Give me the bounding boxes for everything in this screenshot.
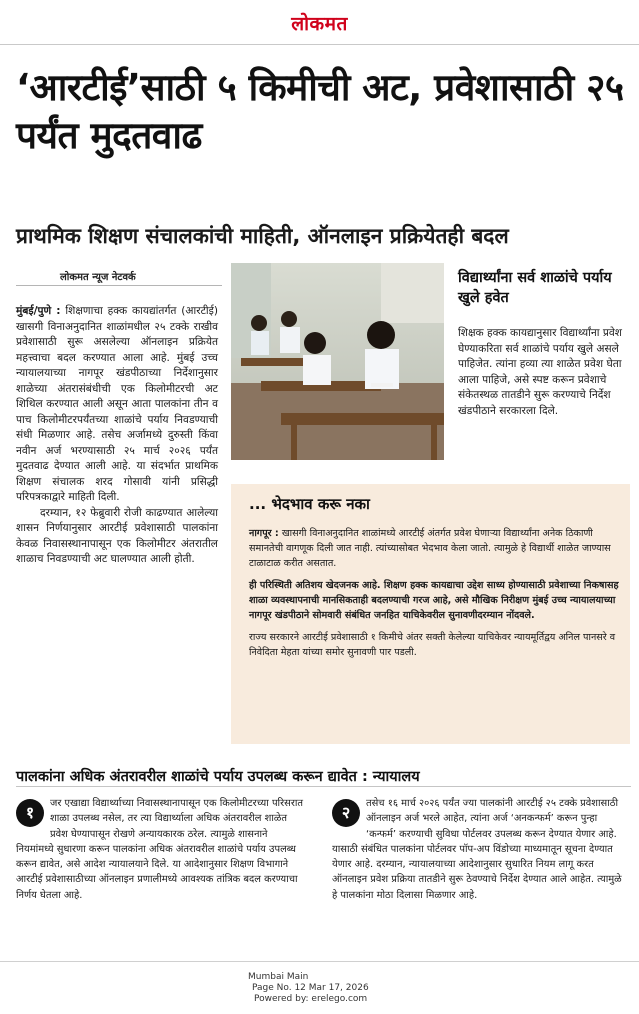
bottom-column-1-text: जर एखाद्या विद्यार्थ्याच्या निवासस्थानापासून एक किलोमीटरच्या परिसरात शाळा उपलब्ध नसेल, तर त्या विद्यार्थ्याला अधिक अंतरावरील शाळेत प्रवेश घेण्यापासून रोखणे अन्यायकारक ठरेल. त्यामुळे शासनाने नियमांमध्ये सुधारणा करून पालकांना अधिक अंतरावरील शाळांचे पर्याय उपलब्ध करून द्यावेत, असे आदेश न्यायालयाने दिले. या आदेशानुसार शिक्षण विभागाने आरटीई प्रवेशासाठीच्या ऑनलाइन प्रणालीमध्ये आवश्यक तांत्रिक बदल करण्याचा निर्णय घेतला आहे. (16, 798, 304, 901)
number-badge-2: २ (332, 799, 360, 827)
byline: लोकमत न्यूज नेटवर्क (60, 272, 136, 283)
bottom-column-2-text: तसेच १६ मार्च २०२६ पर्यंत ज्या पालकांनी आरटीई २५ टक्के प्रवेशासाठी ऑनलाइन अर्ज भरले आहेत, त्यांना अर्ज ‘अनकन्फर्म’ करून पुन्हा ‘कन्फर्म’ करण्याची सुविधा पोर्टलवर उपलब्ध करून देण्यात येणार आहे. यासाठी संबंधित पालकांना पोर्टलवर पॉप-अप विंडोच्या माध्यमातून सूचना देण्यात येणार आहे. दरम्यान, न्यायालयाच्या आदेशानुसार सुधारित नियम लागू करत ऑनलाइन प्रवेश प्रक्रिया तातडीने सुरू ठेवण्याचे निर्देश देण्यात आले आहेत. त्यामुळे हे पालकांना मोठा दिलासा मिळणार आहे. (332, 798, 622, 901)
footer-edition: Mumbai Main (248, 972, 309, 982)
classroom-photo-illustration (231, 263, 444, 460)
panel-paragraph-1 (249, 526, 621, 571)
panel-paragraph-2: ही परिस्थिती अतिशय खेदजनक आहे. शिक्षण हक्क कायद्याचा उद्देश साध्य होण्यासाठी प्रवेशाच्या निकषासह शाळा व्यवस्थापनाची मानसिकताही बदलण्याची गरज आहे, असे मौखिक निरीक्षण मुंबई उच्च न्यायालयाच्या नागपूर खंडपीठाने सोमवारी संबंधित जनहित याचिकेवरील सुनावणीदरम्यान नोंदवले. (249, 580, 619, 621)
panel-paragraph-3: राज्य सरकारने आरटीई प्रवेशासाठी १ किमीचे अंतर सक्ती केलेल्या याचिकेवर न्यायमूर्तिद्वय अनिल पानसरे व निवेदिता मेहता यांच्या समोर सुनावणी पार पडली. (249, 632, 616, 658)
bottom-column-1 (16, 796, 306, 903)
bottom-column-2 (332, 796, 622, 903)
page-footer (248, 972, 408, 1005)
article-subhead: प्राथमिक शिक्षण संचालकांची माहिती, ऑनलाइन प्रक्रियेतही बदल (16, 224, 509, 248)
article-headline: ‘आरटीई’साठी ५ किमीची अट, प्रवेशासाठी २५ पर्यंत मुदतवाढ (16, 66, 624, 157)
classroom-photo (231, 263, 444, 460)
panel-paragraph-1-text: खासगी विनाअनुदानित शाळांमध्ये आरटीई अंतर्गत प्रवेश घेणाऱ्या विद्यार्थ्यांना अनेक ठिकाणी समानतेची वागणूक दिली जात नाही. त्यांच्यासोबत भेदभाव केला जातो. त्यामुळे हे विद्यार्थी शाळेत जाण्यास टाळाटाळ करीत असतात. (249, 528, 611, 569)
panel-title: ... भेदभाव करू नका (249, 495, 370, 513)
bottom-section-divider (16, 786, 631, 787)
article-paragraph-1-text: शिक्षणाचा हक्क कायद्यांतर्गत (आरटीई) खासगी विनाअनुदानित शाळांमधील २५ टक्के राखीव प्रवेशासाठी सुरू असलेल्या ऑनलाइन प्रक्रियेत महत्त्वाचा बदल करण्यात आला आहे. मुंबई उच्च न्यायालयाच्या नागपूर खंडपीठाच्या निर्देशानुसार शाळेच्या अंतरासंबंधीची एक किलोमीटरची अट शिथिल करण्यात आली असून आता पालकांना तीन व पाच किलोमीटरपर्यंतच्या शाळांचे पर्याय निवडण्याची संधी मिळणार आहे. तसेच अर्जामध्ये दुरुस्ती किंवा नवीन अर्ज भरण्यासाठी २५ मार्च २०२६ पर्यंत मुदतवाढ देण्यात आली आहे. या संदर्भात प्राथमिक शिक्षण संचालक शरद गोसावी यांनी प्रसिद्धी परिपत्रकाद्वारे माहिती दिली. (16, 305, 219, 503)
sidebar-text: शिक्षक हक्क कायद्यानुसार विद्यार्थ्यांना प्रवेश घेण्याकरिता सर्व शाळांचे पर्याय खुले असले पाहिजेत. त्यांना हव्या त्या शाळेत प्रवेश घेता आला पाहिजे, असे स्पष्ट करून प्रवेशाचे संकेतस्थळ तातडीने सुरू करण्याचे निर्देश खंडपीठाने सरकारला दिले. (458, 327, 623, 417)
bottom-column-1-paragraph (16, 796, 306, 903)
masthead (0, 0, 639, 45)
panel-body (249, 526, 621, 667)
number-badge-1: १ (16, 799, 44, 827)
byline-divider (16, 285, 222, 286)
panel-dateline: नागपूर : (249, 528, 279, 539)
main-article-body (16, 304, 218, 568)
article-paragraph-2: दरम्यान, १२ फेब्रुवारी रोजी काढण्यात आलेल्या शासन निर्णयानुसार आरटीई प्रवेशासाठी पालकांना केवळ निवासस्थानापासून एक किलोमीटर अंतरातील शाळाच निवडण्याची अट घालण्यात आली होती. (16, 506, 218, 565)
dateline: मुंबई/पुणे : (16, 305, 61, 317)
sidebar-title: विद्यार्थ्यांना सर्व शाळांचे पर्याय खुले हवेत (458, 270, 612, 306)
footer-page-info: Page No. 12 Mar 17, 2026 (252, 983, 369, 993)
footer-divider (0, 961, 639, 962)
newspaper-logo[interactable]: लोकमत (291, 13, 348, 35)
article-paragraph-1 (16, 304, 218, 506)
highlight-panel (231, 484, 630, 744)
bottom-column-2-paragraph (332, 796, 622, 903)
bottom-section-title: पालकांना अधिक अंतरावरील शाळांचे पर्याय उपलब्ध करून द्यावेत : न्यायालय (16, 769, 420, 785)
footer-powered-by[interactable]: Powered by: erelego.com (254, 994, 368, 1004)
